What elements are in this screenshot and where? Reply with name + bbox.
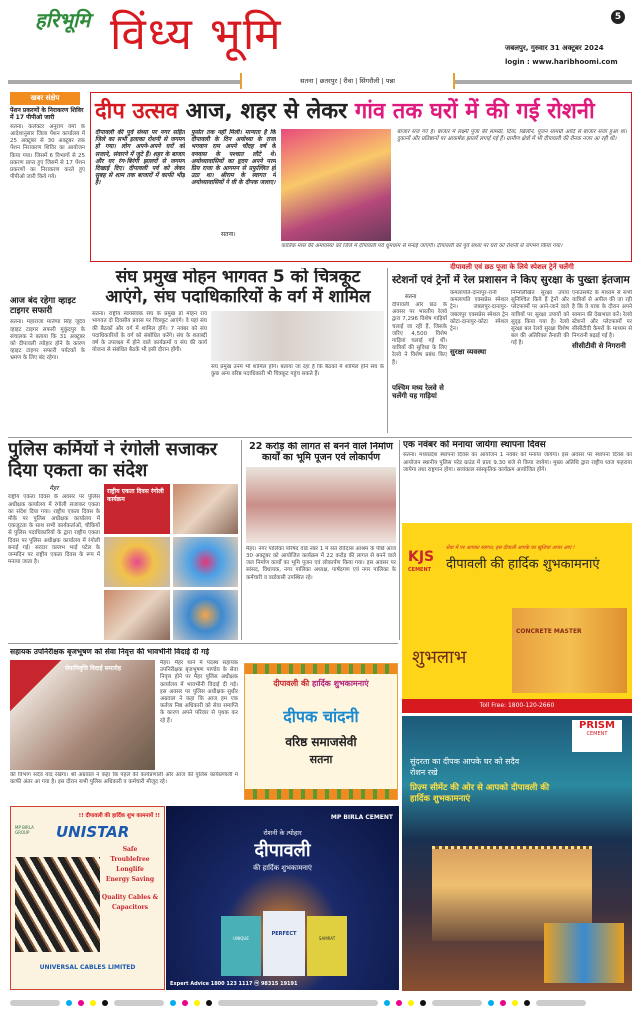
lead-story-box xyxy=(90,92,632,262)
lead-headline-part: गांव तक घरों में की गई रोशनी xyxy=(354,99,595,124)
nirman-headline: 22 करोड़ की लागत से बनने वाले निर्माण कार्यों का भूमि पूजन एवं लोकार्पण xyxy=(249,442,393,463)
section-divider xyxy=(8,437,632,438)
prism-product-bags xyxy=(544,923,624,983)
marigold-border xyxy=(245,664,397,674)
birla-kicker: रोशनी के त्योहार xyxy=(263,829,302,837)
lead-col: बाजार सज गए हैं। बाजार में लक्ष्मी पूजा की सामग्री, दिया, खिलौने, पूजन सामग्री आदि से बाजार सजा हुआ था। दुकानों और प्रतिष्ठानों पर आकर्षक झालरें लगाई गई हैं। ग्रामीण क्षेत्रों में भी दीपावली की रौनक नजर आ रही थी। xyxy=(397,129,627,143)
feature: Troublefree xyxy=(110,856,150,863)
unistar-ad[interactable] xyxy=(10,806,165,990)
brand-logo: हरिभूमि xyxy=(35,8,91,32)
feature: Quality Cables & Capacitors xyxy=(101,894,159,911)
unistar-features xyxy=(100,845,160,913)
bhagwat-right xyxy=(211,311,384,434)
print-registration-marks xyxy=(10,1000,632,1006)
prism-line1: सुंदरता का दीपक आपके घर को सदैव रोशन रखे xyxy=(410,757,520,777)
lead-headline xyxy=(95,95,595,125)
unistar-group: MP BIRLA GROUP xyxy=(15,825,34,835)
lead-headline-part: दीप उत्सव xyxy=(95,99,178,124)
edition-title: विंध्य भूमि xyxy=(110,9,283,60)
lead-col: दीपावली की पूर्व संध्या पर नगर सहित जिले का सभी इलाका रोशनी से जगमग हो गया। लोग अपने-अपने घरों को सजाने, संवारने में जुटे हैं। शहर के बाजार और घर रंग-बिरंगी झालरों से जगमग दिखाई दिए। दीपावली पर्व को लेकर सुबह से शाम तक बाजारों में काफी भीड़ है। xyxy=(95,129,185,187)
rangoli-photo-banner: राष्ट्रीय एकता दिवस रंगोली कार्यक्रम xyxy=(104,484,170,534)
birla-title: दीपावली xyxy=(254,840,311,861)
kjs-shubh-labh: शुभलाभ xyxy=(412,647,467,668)
kjs-tagline: सेवा में पर आपका स्वागत, इस दीवाली आपके घर खुशियां अपार आएं ! xyxy=(446,545,575,551)
vidai-body: मैहर। मैहर थाने में पदस्थ सहायक उपनिरीक्षक बृजभूषण पाण्डेय के सेवा निवृत्त होने पर मैहर पुलिस अधीक्षक कार्यालय में भावभीनी विदाई दी गई। इस अवसर पर पुलिस अधीक्षक सुधीर अग्रवाल ने कहा कि आज हम एक कर्तव्य निष्ठ अधिकारी को सेवा समाप्ति के कारण अपने परिवार से पृथक कर रहे हैं। xyxy=(160,660,238,724)
column-divider xyxy=(387,268,388,433)
rangoli-photo xyxy=(104,590,170,640)
rail-subhead: पश्चिम मध्य रेलवे से चलेंगी यह गाड़ियां xyxy=(392,384,444,401)
rail-body: निम्नलिखित सुरक्षा उपाय सुनिश्चित किये हैं ट्रेनों और प्लेटफार्मों पर आने-जाने वाले यात्रियों पर सुरक्षा उपायों को सुदृढ़ किया गया है। रेलवे सुरक्षा बल रेलवे सुरक्षा विशेष बल की अतिरिक्त तैनाती की गई है। xyxy=(511,290,569,347)
prism-line2: प्रिज़्म सीमेंट की ओर से आपको दीपावली की हार्दिक शुभकामनाएं xyxy=(410,783,550,804)
nirman-photo xyxy=(246,467,396,543)
kjs-cement-ad[interactable] xyxy=(402,523,632,713)
unistar-company: UNIVERSAL CABLES LIMITED xyxy=(39,964,136,971)
brief-title: आज बंद रहेगा व्हाइट टाइगर सफारी xyxy=(10,295,76,316)
prism-copy xyxy=(410,756,570,804)
rangoli-photo xyxy=(173,484,239,534)
rangoli-dateline: मैहर xyxy=(49,485,59,493)
rail-headline: स्टेशनों एवं ट्रेनों में रेल प्रशासन ने किए सुरक्षा के पुख्ता इंतजाम xyxy=(392,274,630,286)
news-brief-sidebar xyxy=(10,108,85,389)
feature: Energy Saving xyxy=(105,876,155,883)
rangoli-headline: पुलिस कर्मियों ने रंगोली सजाकर दिया एकता का संदेश xyxy=(8,440,218,481)
vidai-photo xyxy=(10,660,155,770)
deepak-role: वरिष्ठ समाजसेवी xyxy=(285,735,357,749)
rangoli-columns xyxy=(8,484,238,640)
vidai-photo-banner: सेवानिवृत्ति विदाई समारोह xyxy=(65,665,122,672)
kjs-logo-sub: CEMENT xyxy=(408,567,432,573)
lead-caption: कार्तिक मास की अमावस्या को जिले में दीपावली पर्व धूमधाम से मनाई जाएगी। दीपावली को पूर्व संध्या पर घरों को रोशनी से जगमग किया गया। xyxy=(281,243,563,249)
prism-logo xyxy=(572,720,622,752)
kjs-product-bags: CONCRETE MASTER xyxy=(512,608,627,693)
rail-kicker: दीपावली एवं छठ पूजा के लिये स्पेशल ट्रेनें चलेंगी xyxy=(450,263,574,271)
brief-body: सतना। महाराजा मार्तण्ड सिंह जूदेव व्हाइट टाइगर सफारी मुकुंदपुर के संचालक ने बताया कि 31 अक्टूबर को दीपावली त्योहार होने के कारण व्हाइट टाइगर सफारी पर्यटकों के भ्रमण के लिए बंद रहेगा। xyxy=(10,319,85,362)
rangoli-photo xyxy=(173,537,239,587)
brief-body: सतना। कलेक्टर अनुराग वर्मा के आदेशानुसार जिला पेंशन कार्यालय में 25 अक्टूबर से 30 अक्टूबर तक पेंशन निराकरण शिविर का आयोजन किया गया। जिसमें 6 विभागों से 25 प्रकरण प्राप्त हुए जिसमें से 17 पेंशन प्रकरणों का निराकरण करते हुए पीपीओ जारी किये गये। xyxy=(10,123,85,181)
feature: Safe xyxy=(122,846,138,853)
lead-photo-diwali-market xyxy=(281,129,391,241)
bhagwat-body: संघ प्रमुख उनमें भी शामिल होंगे। बताया जा रहा है कि बैठकों में शामिल होने संघ के कुछ अन्य वरिष्ठ पदाधिकारी भी चित्रकूट पहुंच सकते हैं। xyxy=(211,364,384,378)
kjs-header xyxy=(446,545,628,572)
region-list: सतना | छतरपुर | रीवा | सिंगरौली | पन्ना xyxy=(240,73,455,89)
rangoli-text xyxy=(8,484,100,640)
mp-birla-cement-ad[interactable] xyxy=(166,806,399,990)
column-divider xyxy=(399,440,400,640)
kjs-greeting: दीपावली की हार्दिक शुभकामनाएं xyxy=(446,557,600,572)
unistar-greeting: !! दीपावली की हार्दिक शुभ कामनायें !! xyxy=(78,813,160,819)
birla-brand: MP BIRLA CEMENT xyxy=(330,814,393,821)
rangoli-body: राष्ट्रीय एकता दिवस के अवसर पर पुलिस अधीक्षक कार्यालय में रंगोली सजाकर एकता का संदेश दिया गया। राष्ट्रीय एकता दिवस के मौके पर पुलिस अधीक्षक कार्यालय में एकजुटता के साथ सभी कार्यकर्ताओं, चौकियों से पुलिस पदाधिकारियों के द्वारा राष्ट्रीय एकता दिवस पर पुलिस अधीक्षक कार्यालय में रंगोली बनाई गई। सरदार वल्लभ भाई पटेल के जन्मदिन पर राष्ट्रीय एकता दिवस के रूप में मनाया जाता है। xyxy=(8,494,100,566)
prism-brand-sub: CEMENT xyxy=(586,731,608,737)
lead-dateline: सतना। xyxy=(221,231,236,238)
rail-subhead: सीसीटीवी से निगरानी xyxy=(572,342,626,350)
prism-cement-ad[interactable] xyxy=(402,716,632,991)
rail-dateline: सतना xyxy=(405,294,417,300)
bhagwat-article xyxy=(92,268,384,434)
prism-brand: PRISM xyxy=(579,720,615,731)
sthapna-headline: एक नवंबर को मनाया जायेगा स्थापना दिवस xyxy=(403,440,546,450)
kjs-logo: KJS xyxy=(408,549,435,565)
deepak-name: दीपक चांदनी xyxy=(283,707,359,726)
feature: Longlife xyxy=(116,866,144,873)
sthapna-article xyxy=(403,440,632,520)
rangoli-photo xyxy=(104,537,170,587)
vidai-body: की विभाग सदैव याद रखेगा। श्री अग्रवाल ने कहा कि पहले की कार्यप्रणाली और आज की पुलिस कार्यप्रणाली में काफी अंतर आ गया है। इस दौरान सभी पुलिस अधिकारी व कर्मचारी मौजूद रहे। xyxy=(10,772,238,786)
rail-body: दीपावली और छठ के अवसर पर भारतीय रेलवे द्वारा 7,296 विशेष गाड़ियाँ चलाई जा रही हैं, जिसके जरिए 4,500 विशेष गाड़ियां चलाई गई थीं। यात्रियों की सुविधा के लिए रेलवे ने विशेष प्रबंध किए हैं। xyxy=(392,302,447,366)
rail-body: एनाउंसमेंट के माध्यम से सभी यात्रियों से अपील की जा रही है कि वे यात्रा के दौरान अपने सामान की देखभाल करें। रेलवे स्टेशनों और प्लेटफार्मों पर सीसीटीवी कैमरों के माध्यम से निगरानी बढ़ाई गई है। xyxy=(572,290,632,340)
deepak-chandni-ad[interactable] xyxy=(244,663,398,800)
deepak-greeting-1: दीपावली की xyxy=(273,679,310,688)
news-brief-tag: खबर संक्षेप xyxy=(10,92,80,105)
kjs-tollfree: Toll Free: 1800-120-2660 xyxy=(402,699,632,713)
bhagwat-body: सतना। राष्ट्रीय स्वयंसेवक संघ के प्रमुख डॉ मोहन राव भागवत दो दिवसीय प्रवास पर चित्रकूट आएंगे। वे यहां संघ की बैठकों और वर्ग में शामिल होंगे। 7 नवंबर को संघ पदाधिकारियों के वर्ग को संबोधित करेंगे। संघ के शताब्दी वर्ष के उपलक्ष्य में होने वाले कार्यक्रमों व संघ की कार्य योजना से संबंधित बैठकें भी इसी दौरान होंगी। xyxy=(92,311,207,354)
section-divider xyxy=(8,643,398,644)
rangoli-photo xyxy=(173,590,239,640)
cables-image xyxy=(15,857,100,952)
unistar-logo: UNISTAR xyxy=(56,823,130,841)
nirman-body: मैहर। नगर पालिका परिषद वार्ड नंबर 1 में संत रविदास आश्रम के पीछे आज 30 अक्टूबर को आयोजित कार्यक्रम में 22 करोड़ की लागत से बनने वाले जल निर्माण कार्यों का भूमि पूजन एवं लोकार्पण किया गया। इस अवसर पर सांसद, विधायक, नगर पालिका अध्यक्ष, पार्षदगण एवं नगर पालिका के कर्मचारी व वार्डवासी उपस्थित रहे। xyxy=(246,545,396,581)
rangoli-photo-grid xyxy=(104,484,238,640)
column-divider xyxy=(241,440,242,640)
nirman-article xyxy=(246,442,396,640)
rangoli-article xyxy=(8,440,238,640)
bhagwat-headline: संघ प्रमुख मोहन भागवत 5 को चित्रकूट आएंगे, संघ पदाधिकारियों के वर्ग में शामिल xyxy=(105,268,371,307)
website-link[interactable]: login : www.haribhoomi.com xyxy=(505,58,618,66)
deepak-greeting xyxy=(245,678,397,689)
deepak-place: सतना xyxy=(309,753,333,766)
birla-contact: Expert Advice 1800 123 1117 ⓦ 98315 19191 xyxy=(170,981,298,987)
birla-bag: SAMRAT xyxy=(307,916,347,976)
sthapna-body: सतना। मध्यप्रदेश स्थापना दिवस का आयोजन 1 नवंबर को मनाया जायेगा। इस अवसर पर स्थापना दिवस का आयोजन स्थानीय पुलिस परेड ग्राउंड में प्रातः 9.30 बजे से किया जायेगा। मुख्य अतिथि द्वारा राष्ट्रीय ध्वज फहराया जायेगा तथा राष्ट्रगान होगा। सायंकाल सांस्कृतिक कार्यक्रम आयोजित होंगे। xyxy=(403,452,632,473)
bhagwat-columns xyxy=(92,311,384,434)
birla-bag: UNIQUE xyxy=(221,916,261,976)
birla-sub: की हार्दिक शुभकामनाएं xyxy=(253,864,312,872)
deepak-greeting-2: हार्दिक शुभकामनाएं xyxy=(312,679,369,688)
lead-col: फुर्सत तक नहीं मिली। मान्यता है कि दीपावली के दिन अयोध्या के राजा भगवान राम अपने चौदह वर्ष के वनवास के पश्चात लौटे थे। अयोध्यावासियों का हृदय अपने परम प्रिय राजा के आगमन से प्रफुल्लित हो उठा था। श्रीराम के स्वागत में अयोध्यावासियों ने घी के दीपक जलाए। xyxy=(191,129,276,187)
dateline: जबलपुर, गुरुवार 31 अक्टूबर 2024 xyxy=(505,44,604,52)
rail-subhead: सुरक्षा व्यवस्था xyxy=(450,348,487,356)
birla-bag: PERFECT xyxy=(263,911,305,976)
bhagwat-photo xyxy=(211,311,384,361)
vidai-headline: सहायक उपनिरीक्षक बृजभूषण को सेवा निवृत्त की भावभीनी विदाई दी गई xyxy=(10,648,210,656)
page-number: 5 xyxy=(611,10,625,24)
brief-title: पेंशन प्रकरणों के निराकरण शिविर में 17 पीपीओ जारी xyxy=(10,107,84,121)
marigold-border xyxy=(245,789,397,799)
rail-body: कमलापति-दानापुर-रानी कमलापति एक्सप्रेस स्पेशल ट्रेन। जबलपुर-दानापुर-जबलपुर एक्सप्रेस स्पेशल ट्रेन कोटा-दानापुर-कोटा स्पेशल ट्रेन। xyxy=(450,290,508,333)
lead-headline-part: आज, शहर से लेकर xyxy=(185,99,348,124)
